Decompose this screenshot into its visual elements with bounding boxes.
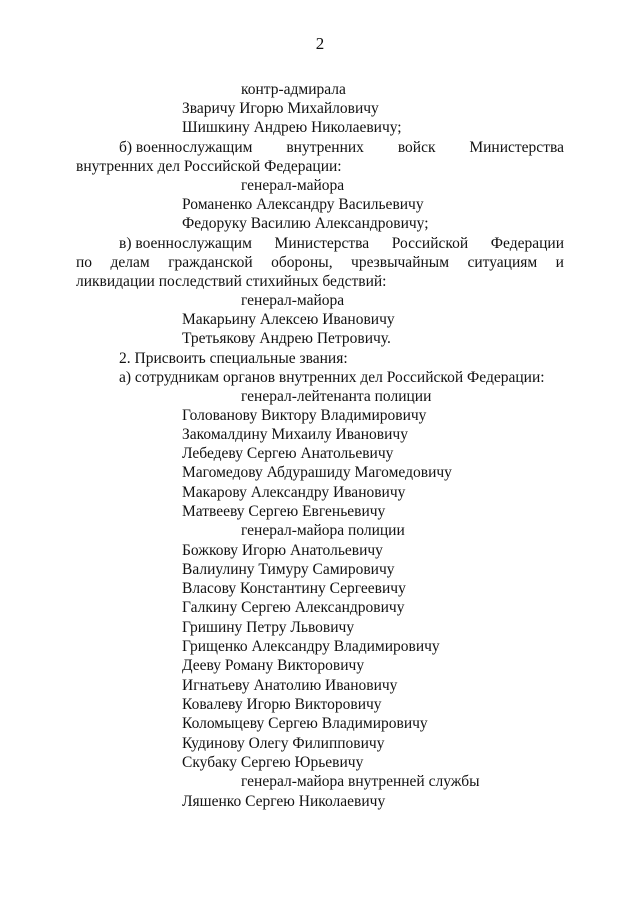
person-name: Валиулину Тимуру Самировичу [182,561,395,578]
section-word: Российской [391,235,469,252]
section-heading-v [119,234,564,253]
person-name: Коломыцеву Сергею Владимировичу [182,715,428,732]
person-name: Игнатьеву Анатолию Ивановичу [182,677,398,694]
person-name: Галкину Сергею Александровичу [182,599,405,616]
person-name: Ковалеву Игорю Викторовичу [182,696,382,713]
person-name: Зваричу Игорю Михайловичу [182,100,379,117]
section-word: Федерации [490,235,564,252]
rank-heading: генерал-майора [241,177,345,194]
rank-heading: генерал-лейтенанта полиции [241,388,432,405]
section-word: в) военнослужащим [119,235,252,252]
person-name: Кудинову Олегу Филипповичу [182,735,385,752]
person-name: Дееву Роману Викторовичу [182,657,365,674]
rank-heading: контр-адмирала [241,81,346,98]
section-word: по [76,254,93,271]
section-word: делам [110,254,150,271]
rank-heading: генерал-майора внутренней службы [241,773,480,790]
section-heading-b [119,138,564,157]
person-name: Матвееву Сергею Евгеньевичу [182,503,386,520]
person-name: Макарьину Алексею Ивановичу [182,311,395,328]
person-name: Федоруку Василию Александровичу; [182,215,429,232]
section-word: Министерства [274,235,370,252]
person-name: Макарову Александру Ивановичу [182,484,406,501]
person-name: Магомедову Абдурашиду Магомедовичу [182,464,452,481]
person-name: Скубаку Сергею Юрьевичу [182,754,364,771]
section-word: внутренних [286,139,364,156]
person-name: Голованову Виктору Владимировичу [182,407,427,424]
section-word: ситуациям [467,254,538,271]
section-text: ликвидации последствий стихийных бедствий: [76,273,387,290]
section-word: гражданской [168,254,253,271]
section-word: и [555,254,564,271]
person-name: Гришину Петру Львовичу [182,619,355,636]
section-text: внутренних дел Российской Федерации: [76,158,342,175]
section-text-justified [76,253,564,272]
rank-heading: генерал-майора полиции [241,522,405,539]
person-name: Закомалдину Михаилу Ивановичу [182,426,408,443]
page-number: 2 [315,34,325,53]
person-name: Лебедеву Сергею Анатольевичу [182,445,394,462]
person-name: Ляшенко Сергею Николаевичу [182,793,386,810]
section-word: войск [397,139,436,156]
section-word: Министерства [469,139,564,156]
person-name: Божкову Игорю Анатольевичу [182,542,383,559]
section-word: б) военнослужащим [119,139,253,156]
person-name: Грищенко Александру Владимировичу [182,638,440,655]
person-name: Третьякову Андрею Петровичу. [182,330,391,347]
section-word: обороны, [271,254,333,271]
section-heading-a: а) сотрудникам органов внутренних дел Российской Федерации: [119,369,545,386]
clause-heading: 2. Присвоить специальные звания: [119,350,348,367]
rank-heading: генерал-майора [241,292,345,309]
person-name: Романенко Александру Васильевичу [182,196,424,213]
person-name: Шишкину Андрею Николаевичу; [182,119,402,136]
section-word: чрезвычайным [351,254,450,271]
person-name: Власову Константину Сергеевичу [182,580,406,597]
